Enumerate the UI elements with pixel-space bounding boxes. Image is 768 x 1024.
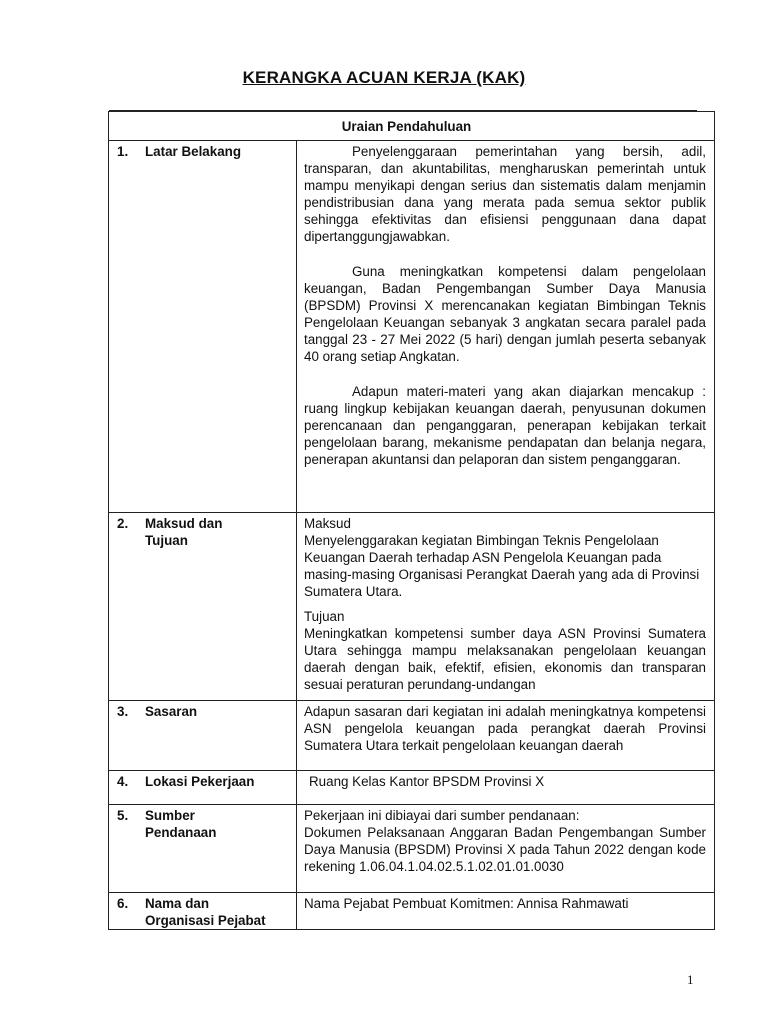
maksud-text: Menyelenggarakan kegiatan Bimbingan Teknis Pengelolaan Keuangan Daerah terhadap ASN Pengelola Keuangan pada masing-masing Organisasi Perangkat Daerah yang ada di Provinsi Sumatera Utara. [304, 533, 700, 599]
kak-table [108, 111, 715, 930]
row-label: Lokasi Pekerjaan [145, 774, 255, 789]
paragraph: Adapun materi-materi yang akan diajarkan mencakup : ruang lingkup kebijakan keuangan daerah, penyusunan dokumen perencanaan dan penganggaran, penerapan kebijakan terkait pengelolaan barang, mekanisme pendapatan dan belanja negara, penerapan akuntansi dan pelaporan dan sistem penganggaran. [304, 384, 706, 467]
table-header-row [109, 112, 715, 141]
row-label-cell [109, 701, 297, 771]
row-label-line: Organisasi Pejabat [145, 913, 266, 928]
table-row-nama-organisasi [109, 893, 715, 930]
row-label-cell [109, 805, 297, 893]
paragraph: Penyelenggaraan pemerintahan yang bersih, adil, transparan, dan akuntabilitas, mengharuskan pemerintah untuk mampu menyikapi dengan serius dan sistematis dalam menjamin pendistribusian dana yang merata pada semua sektor publik sehingga efektivitas dan efisiensi penggunaan dana dapat dipertanggungjawabkan. [304, 144, 706, 244]
row-number: 4. [117, 774, 129, 789]
pejabat-text: Nama Pejabat Pembuat Komitmen: Annisa Rahmawati [304, 896, 629, 911]
row-content-cell [297, 513, 715, 701]
row-label: Sasaran [145, 704, 198, 719]
lokasi-text: Ruang Kelas Kantor BPSDM Provinsi X [309, 774, 545, 789]
row-label-cell [109, 141, 297, 513]
table-row-latar-belakang [109, 141, 715, 513]
row-label-cell [109, 893, 297, 930]
document-title: KERANGKA ACUAN KERJA (KAK) [242, 68, 526, 87]
maksud-heading: Maksud [304, 516, 351, 531]
row-content-cell [297, 893, 715, 930]
row-label: Latar Belakang [145, 144, 242, 159]
row-label-cell [109, 771, 297, 805]
table-row-lokasi [109, 771, 715, 805]
row-label-cell [109, 513, 297, 701]
row-content-cell [297, 805, 715, 893]
paragraph: Guna meningkatkan kompetensi dalam pengelolaan keuangan, Badan Pengembangan Sumber Daya Manusia (BPSDM) Provinsi X merencanakan kegiatan Bimbingan Teknis Pengelolaan Keuangan sebanyak 3 angkatan secara paralel pada tanggal 23 - 27 Mei 2022 (5 hari) dengan jumlah peserta sebanyak 40 orang setiap Angkatan. [304, 264, 706, 364]
row-label-line: Tujuan [145, 533, 188, 548]
tujuan-text: Meningkatkan kompetensi sumber daya ASN Provinsi Sumatera Utara sehingga mampu melaksanakan pengelolaan keuangan daerah dengan baik, efektif, efisien, ekonomis dan transparan sesuai peraturan perundang-undangan [304, 626, 706, 692]
tujuan-heading: Tujuan [304, 609, 345, 624]
pendanaan-intro: Pekerjaan ini dibiayai dari sumber pendanaan: [304, 808, 580, 823]
sasaran-text: Adapun sasaran dari kegiatan ini adalah meningkatnya kompetensi ASN pengelola keuangan pada perangkat daerah Provinsi Sumatera Utara terkait pengelolaan keuangan daerah [304, 704, 706, 753]
row-label-line: Nama dan [145, 896, 209, 911]
row-content-cell [297, 771, 715, 805]
table-row-sasaran [109, 701, 715, 771]
row-label-line: Pendanaan [145, 825, 217, 840]
row-content-cell [297, 701, 715, 771]
row-content-cell [297, 141, 715, 513]
page-number: 1 [687, 972, 694, 987]
table-row-sumber-pendanaan [109, 805, 715, 893]
pendanaan-text: Dokumen Pelaksanaan Anggaran Badan Pengembangan Sumber Daya Manusia (BPSDM) Provinsi X pada Tahun 2022 dengan kode rekening 1.06.04.1.04.02.5.1.02.01.01.0030 [304, 825, 706, 874]
table-header: Uraian Pendahuluan [109, 112, 715, 141]
table-row-maksud-tujuan [109, 513, 715, 701]
row-number: 3. [117, 704, 129, 719]
row-number: 2. [117, 516, 129, 531]
row-label-line: Maksud dan [145, 516, 223, 531]
row-number: 5. [117, 808, 129, 823]
row-number: 6. [117, 896, 129, 911]
row-label-line: Sumber [145, 808, 195, 823]
row-number: 1. [117, 144, 129, 159]
